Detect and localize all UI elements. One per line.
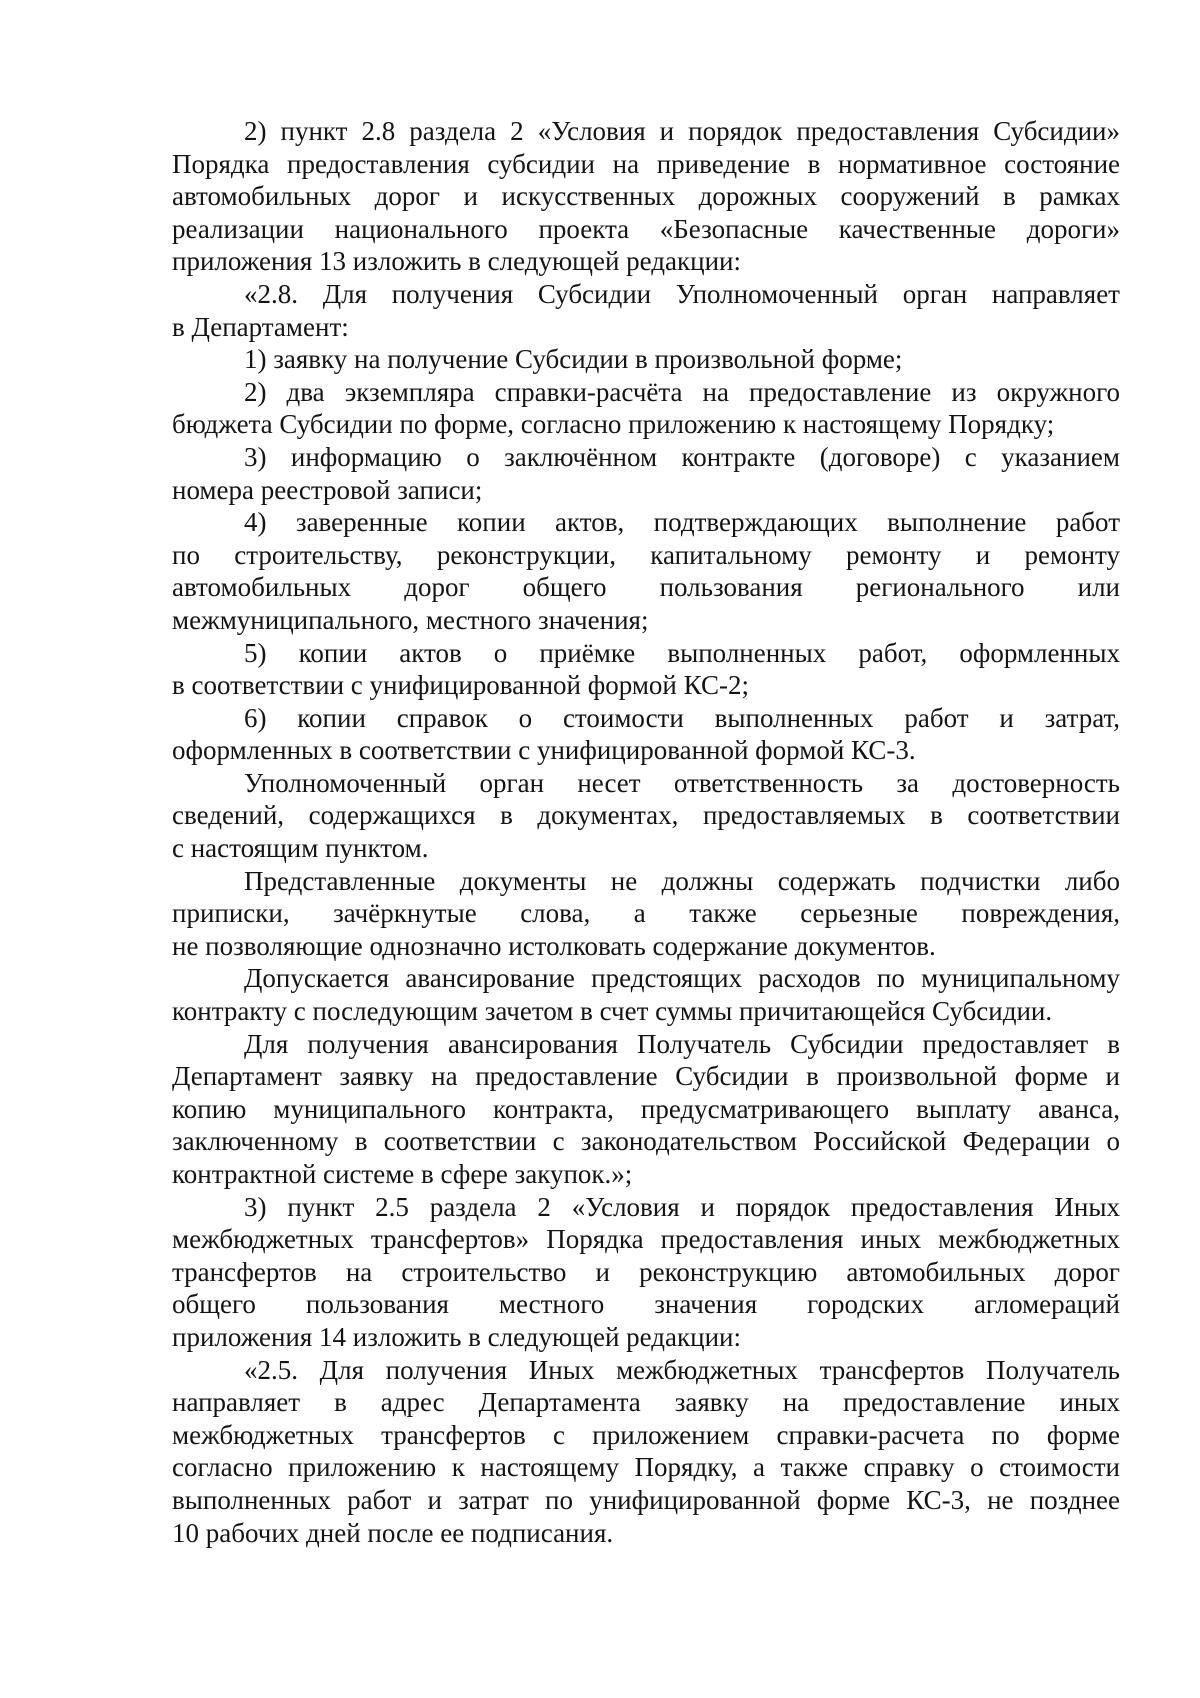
paragraph <box>172 865 1120 963</box>
text-line: 10 рабочих дней после ее подписания. <box>172 1517 614 1548</box>
paragraph <box>172 962 1120 1027</box>
text-line: заключенному в соответствии с законодательством Российской Федерации о <box>172 1126 1120 1157</box>
text-line: в соответствии с унифицированной формой КС-2; <box>172 670 749 701</box>
text-line: бюджета Субсидии по форме, согласно приложению к настоящему Порядку; <box>172 409 1055 440</box>
text-line: приложения 14 изложить в следующей редакции: <box>172 1321 741 1352</box>
text-line: «2.8. Для получения Субсидии Уполномоченный орган направляет <box>244 278 1120 309</box>
text-line: Допускается авансирование предстоящих расходов по муниципальному <box>244 963 1120 994</box>
text-line: 4) заверенные копии актов, подтверждающих выполнение работ <box>244 507 1120 538</box>
text-line: Департамент заявку на предоставление Субсидии в произвольной форме и <box>172 1061 1120 1092</box>
text-line: приписки, зачёркнутые слова, а также серьезные повреждения, <box>172 898 1120 929</box>
paragraph <box>172 441 1120 506</box>
text-line: 6) копии справок о стоимости выполненных работ и затрат, <box>244 702 1120 733</box>
text-line: межмуниципального, местного значения; <box>172 604 649 635</box>
paragraph <box>172 1191 1120 1354</box>
text-line: контракту с последующим зачетом в счет суммы причитающейся Субсидии. <box>172 996 1053 1027</box>
paragraph <box>172 637 1120 702</box>
text-line: межбюджетных трансфертов» Порядка предоставления иных межбюджетных <box>172 1224 1120 1255</box>
text-line: с настоящим пунктом. <box>172 833 429 864</box>
text-line: автомобильных дорог и искусственных дорожных сооружений в рамках <box>172 181 1120 212</box>
paragraph <box>172 506 1120 636</box>
text-line: приложения 13 изложить в следующей редакции: <box>172 246 741 277</box>
paragraph <box>172 376 1120 441</box>
text-line: по строительству, реконструкции, капитальному ремонту и ремонту <box>172 539 1120 570</box>
text-line: копию муниципального контракта, предусматривающего выплату аванса, <box>172 1093 1120 1124</box>
text-line: трансфертов на строительство и реконструкцию автомобильных дорог <box>172 1256 1120 1287</box>
text-line: контрактной системе в сфере закупок.»; <box>172 1159 633 1189</box>
text-line: не позволяющие однозначно истолковать содержание документов. <box>172 930 936 961</box>
text-line: оформленных в соответствии с унифицированной формой КС-3. <box>172 735 916 766</box>
paragraph <box>172 767 1120 865</box>
text-line: Порядка предоставления субсидии на приведение в нормативное состояние <box>172 148 1120 179</box>
text-line: реализации национального проекта «Безопасные качественные дороги» <box>172 213 1120 244</box>
text-line: в Департамент: <box>172 311 349 342</box>
text-line: 5) копии актов о приёмке выполненных работ, оформленных <box>244 637 1120 668</box>
text-line: 1) заявку на получение Субсидии в произвольной форме; <box>244 344 903 375</box>
text-line: 3) пункт 2.5 раздела 2 «Условия и порядок предоставления Иных <box>244 1191 1120 1222</box>
text-line: выполненных работ и затрат по унифицированной форме КС-3, не позднее <box>172 1484 1120 1515</box>
paragraph <box>172 702 1120 767</box>
document-body <box>172 115 1120 1549</box>
text-line: автомобильных дорог общего пользования регионального или <box>172 572 1120 603</box>
paragraph <box>172 1354 1120 1550</box>
text-line: общего пользования местного значения городских агломераций <box>172 1289 1120 1320</box>
paragraph <box>172 115 1120 278</box>
text-line: Представленные документы не должны содержать подчистки либо <box>244 865 1120 896</box>
text-line: 2) два экземпляра справки-расчёта на предоставление из окружного <box>244 376 1120 407</box>
text-line: направляет в адрес Департамента заявку на предоставление иных <box>172 1387 1120 1418</box>
text-line: 2) пункт 2.8 раздела 2 «Условия и порядок предоставления Субсидии» <box>244 116 1120 146</box>
text-line: Для получения авансирования Получатель Субсидии предоставляет в <box>244 1028 1120 1059</box>
paragraph <box>172 343 1120 376</box>
text-line: межбюджетных трансфертов с приложением справки-расчета по форме <box>172 1419 1120 1450</box>
text-line: 3) информацию о заключённом контракте (договоре) с указанием <box>244 441 1120 472</box>
text-line: согласно приложению к настоящему Порядку, а также справку о стоимости <box>172 1452 1120 1483</box>
text-line: номера реестровой записи; <box>172 474 483 505</box>
text-line: «2.5. Для получения Иных межбюджетных трансфертов Получатель <box>244 1354 1120 1385</box>
text-line: сведений, содержащихся в документах, предоставляемых в соответствии <box>172 800 1120 831</box>
text-line: Уполномоченный орган несет ответственность за достоверность <box>244 767 1120 798</box>
paragraph <box>172 1028 1120 1191</box>
paragraph <box>172 278 1120 343</box>
